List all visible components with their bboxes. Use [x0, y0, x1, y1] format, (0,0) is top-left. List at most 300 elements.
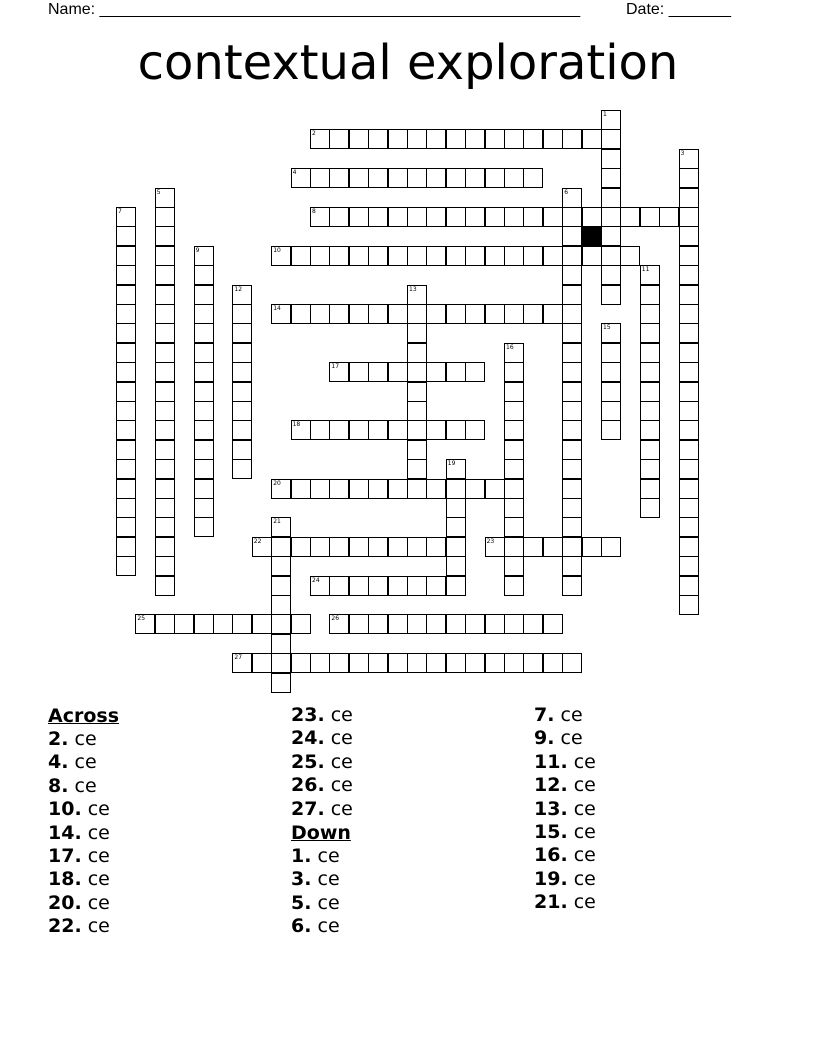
grid-cell[interactable] — [368, 246, 388, 266]
grid-cell[interactable] — [368, 304, 388, 324]
grid-cell[interactable] — [426, 304, 446, 324]
grid-cell[interactable] — [504, 459, 524, 479]
grid-cell[interactable] — [523, 129, 543, 149]
grid-cell[interactable] — [504, 168, 524, 188]
grid-cell[interactable] — [465, 246, 485, 266]
grid-cell[interactable] — [116, 304, 136, 324]
grid-cell[interactable] — [388, 537, 408, 557]
grid-cell[interactable] — [504, 498, 524, 518]
grid-cell[interactable] — [562, 382, 582, 402]
grid-cell[interactable] — [543, 653, 563, 673]
grid-cell[interactable] — [291, 304, 311, 324]
grid-cell[interactable] — [194, 382, 214, 402]
grid-cell[interactable] — [426, 207, 446, 227]
grid-cell[interactable] — [601, 226, 621, 246]
grid-cell[interactable] — [155, 479, 175, 499]
grid-cell[interactable] — [679, 168, 699, 188]
grid-cell[interactable] — [349, 246, 369, 266]
grid-cell[interactable] — [349, 653, 369, 673]
grid-cell[interactable] — [562, 343, 582, 363]
grid-cell[interactable] — [116, 343, 136, 363]
grid-cell[interactable] — [504, 614, 524, 634]
grid-cell[interactable] — [601, 537, 621, 557]
grid-cell[interactable] — [194, 401, 214, 421]
grid-cell[interactable] — [271, 576, 291, 596]
grid-cell[interactable] — [310, 420, 330, 440]
grid-cell[interactable] — [232, 362, 252, 382]
grid-cell[interactable] — [310, 168, 330, 188]
grid-cell[interactable] — [271, 595, 291, 615]
grid-cell[interactable] — [640, 362, 660, 382]
grid-cell[interactable] — [388, 614, 408, 634]
grid-cell[interactable] — [679, 576, 699, 596]
grid-cell[interactable] — [523, 246, 543, 266]
grid-cell[interactable] — [407, 537, 427, 557]
grid-cell[interactable] — [426, 420, 446, 440]
grid-cell[interactable] — [562, 459, 582, 479]
grid-cell[interactable] — [504, 556, 524, 576]
grid-cell[interactable] — [310, 653, 330, 673]
grid-cell[interactable] — [155, 304, 175, 324]
grid-cell[interactable] — [388, 304, 408, 324]
grid-cell[interactable] — [194, 323, 214, 343]
grid-cell[interactable] — [194, 498, 214, 518]
grid-cell[interactable] — [426, 576, 446, 596]
grid-cell[interactable] — [388, 362, 408, 382]
grid-cell[interactable] — [388, 168, 408, 188]
grid-cell[interactable] — [407, 576, 427, 596]
grid-cell[interactable] — [446, 246, 466, 266]
grid-cell[interactable] — [601, 168, 621, 188]
grid-cell[interactable] — [504, 246, 524, 266]
grid-cell[interactable] — [194, 343, 214, 363]
grid-cell[interactable] — [407, 440, 427, 460]
grid-cell[interactable] — [426, 537, 446, 557]
grid-cell[interactable] — [155, 382, 175, 402]
grid-cell[interactable] — [407, 382, 427, 402]
grid-cell[interactable] — [640, 343, 660, 363]
grid-cell[interactable] — [640, 440, 660, 460]
grid-cell[interactable] — [116, 382, 136, 402]
grid-cell[interactable] — [271, 537, 291, 557]
grid-cell[interactable] — [679, 362, 699, 382]
grid-cell[interactable] — [155, 576, 175, 596]
grid-cell[interactable] — [368, 420, 388, 440]
grid-cell[interactable] — [271, 614, 291, 634]
grid-cell[interactable] — [562, 498, 582, 518]
grid-cell[interactable] — [679, 401, 699, 421]
grid-cell[interactable] — [562, 362, 582, 382]
grid-cell[interactable] — [194, 479, 214, 499]
grid-cell[interactable] — [291, 653, 311, 673]
grid-cell[interactable] — [116, 323, 136, 343]
grid-cell[interactable] — [562, 207, 582, 227]
grid-cell[interactable] — [155, 207, 175, 227]
grid-cell[interactable] — [640, 304, 660, 324]
grid-cell[interactable] — [329, 479, 349, 499]
grid-cell[interactable] — [310, 304, 330, 324]
grid-cell[interactable] — [368, 576, 388, 596]
grid-cell[interactable] — [485, 304, 505, 324]
grid-cell[interactable] — [368, 362, 388, 382]
grid-cell[interactable] — [504, 401, 524, 421]
grid-cell[interactable] — [310, 537, 330, 557]
grid-cell[interactable] — [116, 285, 136, 305]
grid-cell[interactable] — [116, 498, 136, 518]
grid-cell[interactable] — [407, 459, 427, 479]
grid-cell[interactable] — [679, 285, 699, 305]
grid-cell[interactable] — [232, 614, 252, 634]
grid-cell[interactable] — [271, 556, 291, 576]
grid-cell[interactable] — [407, 129, 427, 149]
grid-cell[interactable] — [155, 440, 175, 460]
grid-cell[interactable] — [504, 207, 524, 227]
grid-cell[interactable] — [426, 479, 446, 499]
grid-cell[interactable] — [679, 479, 699, 499]
grid-cell[interactable] — [426, 129, 446, 149]
grid-cell[interactable] — [679, 420, 699, 440]
grid-cell[interactable] — [485, 246, 505, 266]
grid-cell[interactable] — [446, 498, 466, 518]
grid-cell[interactable] — [562, 576, 582, 596]
grid-cell[interactable] — [562, 653, 582, 673]
grid-cell[interactable] — [679, 498, 699, 518]
grid-cell[interactable] — [407, 207, 427, 227]
grid-cell[interactable] — [640, 323, 660, 343]
grid-cell[interactable] — [194, 304, 214, 324]
grid-cell[interactable] — [155, 614, 175, 634]
grid-cell[interactable] — [194, 285, 214, 305]
grid-cell[interactable] — [601, 401, 621, 421]
grid-cell[interactable] — [426, 362, 446, 382]
grid-cell[interactable] — [562, 226, 582, 246]
grid-cell[interactable] — [155, 420, 175, 440]
grid-cell[interactable] — [562, 537, 582, 557]
grid-cell[interactable] — [271, 653, 291, 673]
grid-cell[interactable] — [349, 362, 369, 382]
grid-cell[interactable] — [116, 440, 136, 460]
grid-cell[interactable] — [213, 614, 233, 634]
grid-cell[interactable] — [620, 207, 640, 227]
grid-cell[interactable] — [523, 207, 543, 227]
grid-cell[interactable] — [116, 226, 136, 246]
grid-cell[interactable] — [155, 459, 175, 479]
grid-cell[interactable] — [601, 188, 621, 208]
grid-cell[interactable] — [562, 246, 582, 266]
grid-cell[interactable] — [426, 246, 446, 266]
grid-cell[interactable] — [465, 362, 485, 382]
grid-cell[interactable] — [504, 304, 524, 324]
grid-cell[interactable] — [679, 265, 699, 285]
grid-cell[interactable] — [679, 459, 699, 479]
grid-cell[interactable] — [116, 362, 136, 382]
grid-cell[interactable] — [291, 246, 311, 266]
grid-cell[interactable] — [465, 479, 485, 499]
grid-cell[interactable] — [271, 673, 291, 693]
grid-cell[interactable] — [155, 401, 175, 421]
grid-cell[interactable] — [407, 168, 427, 188]
grid-cell[interactable] — [349, 129, 369, 149]
grid-cell[interactable] — [446, 517, 466, 537]
grid-cell[interactable] — [601, 207, 621, 227]
grid-cell[interactable] — [446, 304, 466, 324]
grid-cell[interactable] — [252, 653, 272, 673]
grid-cell[interactable] — [562, 265, 582, 285]
grid-cell[interactable] — [485, 479, 505, 499]
grid-cell[interactable] — [368, 168, 388, 188]
grid-cell[interactable] — [504, 129, 524, 149]
grid-cell[interactable] — [388, 129, 408, 149]
grid-cell[interactable] — [252, 614, 272, 634]
grid-cell[interactable] — [523, 304, 543, 324]
grid-cell[interactable] — [523, 537, 543, 557]
grid-cell[interactable] — [232, 304, 252, 324]
grid-cell[interactable] — [155, 265, 175, 285]
grid-cell[interactable] — [562, 517, 582, 537]
grid-cell[interactable] — [679, 226, 699, 246]
grid-cell[interactable] — [310, 246, 330, 266]
grid-cell[interactable] — [504, 420, 524, 440]
grid-cell[interactable] — [291, 537, 311, 557]
grid-cell[interactable] — [407, 362, 427, 382]
grid-cell[interactable] — [329, 653, 349, 673]
grid-cell[interactable] — [116, 479, 136, 499]
grid-cell[interactable] — [194, 459, 214, 479]
grid-cell[interactable] — [582, 207, 602, 227]
grid-cell[interactable] — [523, 653, 543, 673]
grid-cell[interactable] — [465, 304, 485, 324]
grid-cell[interactable] — [465, 129, 485, 149]
grid-cell[interactable] — [504, 382, 524, 402]
grid-cell[interactable] — [601, 129, 621, 149]
grid-cell[interactable] — [504, 576, 524, 596]
grid-cell[interactable] — [543, 304, 563, 324]
grid-cell[interactable] — [504, 653, 524, 673]
grid-cell[interactable] — [155, 343, 175, 363]
grid-cell[interactable] — [116, 401, 136, 421]
grid-cell[interactable] — [232, 323, 252, 343]
grid-cell[interactable] — [465, 614, 485, 634]
grid-cell[interactable] — [543, 129, 563, 149]
grid-cell[interactable] — [155, 226, 175, 246]
grid-cell[interactable] — [349, 304, 369, 324]
grid-cell[interactable] — [640, 498, 660, 518]
grid-cell[interactable] — [640, 479, 660, 499]
grid-cell[interactable] — [504, 479, 524, 499]
grid-cell[interactable] — [329, 420, 349, 440]
grid-cell[interactable] — [155, 323, 175, 343]
grid-cell[interactable] — [562, 129, 582, 149]
grid-cell[interactable] — [388, 246, 408, 266]
grid-cell[interactable] — [465, 420, 485, 440]
grid-cell[interactable] — [562, 285, 582, 305]
grid-cell[interactable] — [659, 207, 679, 227]
grid-cell[interactable] — [562, 420, 582, 440]
grid-cell[interactable] — [640, 285, 660, 305]
grid-cell[interactable] — [194, 265, 214, 285]
grid-cell[interactable] — [601, 246, 621, 266]
grid-cell[interactable] — [349, 479, 369, 499]
grid-cell[interactable] — [291, 614, 311, 634]
grid-cell[interactable] — [446, 168, 466, 188]
grid-cell[interactable] — [601, 149, 621, 169]
grid-cell[interactable] — [446, 420, 466, 440]
grid-cell[interactable] — [446, 556, 466, 576]
grid-cell[interactable] — [446, 614, 466, 634]
grid-cell[interactable] — [582, 129, 602, 149]
grid-cell[interactable] — [194, 362, 214, 382]
grid-cell[interactable] — [329, 129, 349, 149]
grid-cell[interactable] — [116, 537, 136, 557]
grid-cell[interactable] — [679, 382, 699, 402]
grid-cell[interactable] — [446, 207, 466, 227]
grid-cell[interactable] — [349, 168, 369, 188]
grid-cell[interactable] — [407, 323, 427, 343]
grid-cell[interactable] — [543, 246, 563, 266]
grid-cell[interactable] — [485, 653, 505, 673]
grid-cell[interactable] — [640, 420, 660, 440]
grid-cell[interactable] — [291, 479, 311, 499]
grid-cell[interactable] — [194, 614, 214, 634]
grid-cell[interactable] — [349, 207, 369, 227]
grid-cell[interactable] — [232, 343, 252, 363]
grid-cell[interactable] — [562, 479, 582, 499]
grid-cell[interactable] — [407, 653, 427, 673]
grid-cell[interactable] — [329, 207, 349, 227]
grid-cell[interactable] — [116, 459, 136, 479]
grid-cell[interactable] — [116, 517, 136, 537]
grid-cell[interactable] — [446, 479, 466, 499]
grid-cell[interactable] — [232, 440, 252, 460]
grid-cell[interactable] — [679, 595, 699, 615]
grid-cell[interactable] — [679, 343, 699, 363]
grid-cell[interactable] — [601, 420, 621, 440]
grid-cell[interactable] — [679, 207, 699, 227]
grid-cell[interactable] — [388, 653, 408, 673]
grid-cell[interactable] — [194, 517, 214, 537]
grid-cell[interactable] — [368, 479, 388, 499]
date-field[interactable]: Date: _______ — [626, 1, 731, 18]
grid-cell[interactable] — [349, 537, 369, 557]
grid-cell[interactable] — [446, 537, 466, 557]
grid-cell[interactable] — [562, 323, 582, 343]
grid-cell[interactable] — [388, 479, 408, 499]
grid-cell[interactable] — [407, 304, 427, 324]
grid-cell[interactable] — [465, 207, 485, 227]
grid-cell[interactable] — [562, 440, 582, 460]
grid-cell[interactable] — [485, 207, 505, 227]
grid-cell[interactable] — [329, 576, 349, 596]
grid-cell[interactable] — [232, 459, 252, 479]
grid-cell[interactable] — [485, 129, 505, 149]
grid-cell[interactable] — [465, 168, 485, 188]
grid-cell[interactable] — [679, 188, 699, 208]
grid-cell[interactable] — [155, 517, 175, 537]
grid-cell[interactable] — [155, 285, 175, 305]
grid-cell[interactable] — [155, 556, 175, 576]
grid-cell[interactable] — [232, 401, 252, 421]
grid-cell[interactable] — [116, 420, 136, 440]
grid-cell[interactable] — [601, 265, 621, 285]
grid-cell[interactable] — [446, 576, 466, 596]
grid-cell[interactable] — [329, 246, 349, 266]
grid-cell[interactable] — [504, 517, 524, 537]
grid-cell[interactable] — [116, 265, 136, 285]
grid-cell[interactable] — [679, 304, 699, 324]
grid-cell[interactable] — [407, 420, 427, 440]
grid-cell[interactable] — [426, 168, 446, 188]
grid-cell[interactable] — [232, 382, 252, 402]
grid-cell[interactable] — [679, 517, 699, 537]
grid-cell[interactable] — [504, 362, 524, 382]
grid-cell[interactable] — [446, 653, 466, 673]
grid-cell[interactable] — [407, 246, 427, 266]
grid-cell[interactable] — [174, 614, 194, 634]
grid-cell[interactable] — [368, 614, 388, 634]
grid-cell[interactable] — [543, 614, 563, 634]
grid-cell[interactable] — [368, 653, 388, 673]
grid-cell[interactable] — [329, 537, 349, 557]
grid-cell[interactable] — [155, 246, 175, 266]
grid-cell[interactable] — [329, 304, 349, 324]
name-field[interactable]: Name: ______________________________________________________ — [48, 1, 581, 18]
grid-cell[interactable] — [329, 168, 349, 188]
grid-cell[interactable] — [194, 440, 214, 460]
grid-cell[interactable] — [407, 401, 427, 421]
grid-cell[interactable] — [446, 362, 466, 382]
grid-cell[interactable] — [504, 440, 524, 460]
grid-cell[interactable] — [388, 420, 408, 440]
grid-cell[interactable] — [388, 207, 408, 227]
grid-cell[interactable] — [679, 556, 699, 576]
grid-cell[interactable] — [601, 362, 621, 382]
grid-cell[interactable] — [562, 401, 582, 421]
grid-cell[interactable] — [679, 246, 699, 266]
grid-cell[interactable] — [407, 479, 427, 499]
grid-cell[interactable] — [620, 246, 640, 266]
grid-cell[interactable] — [407, 614, 427, 634]
grid-cell[interactable] — [523, 614, 543, 634]
grid-cell[interactable] — [679, 537, 699, 557]
grid-cell[interactable] — [349, 420, 369, 440]
grid-cell[interactable] — [232, 420, 252, 440]
grid-cell[interactable] — [601, 343, 621, 363]
grid-cell[interactable] — [679, 323, 699, 343]
grid-cell[interactable] — [446, 129, 466, 149]
grid-cell[interactable] — [155, 362, 175, 382]
grid-cell[interactable] — [349, 614, 369, 634]
grid-cell[interactable] — [155, 498, 175, 518]
grid-cell[interactable] — [601, 285, 621, 305]
grid-cell[interactable] — [388, 576, 408, 596]
grid-cell[interactable] — [271, 634, 291, 654]
grid-cell[interactable] — [543, 537, 563, 557]
grid-cell[interactable] — [116, 246, 136, 266]
grid-cell[interactable] — [485, 614, 505, 634]
grid-cell[interactable] — [640, 207, 660, 227]
grid-cell[interactable] — [640, 382, 660, 402]
grid-cell[interactable] — [640, 459, 660, 479]
grid-cell[interactable] — [116, 556, 136, 576]
grid-cell[interactable] — [562, 304, 582, 324]
grid-cell[interactable] — [310, 479, 330, 499]
grid-cell[interactable] — [543, 207, 563, 227]
grid-cell[interactable] — [426, 653, 446, 673]
grid-cell[interactable] — [523, 168, 543, 188]
grid-cell[interactable] — [465, 653, 485, 673]
grid-cell[interactable] — [155, 537, 175, 557]
grid-cell[interactable] — [582, 246, 602, 266]
